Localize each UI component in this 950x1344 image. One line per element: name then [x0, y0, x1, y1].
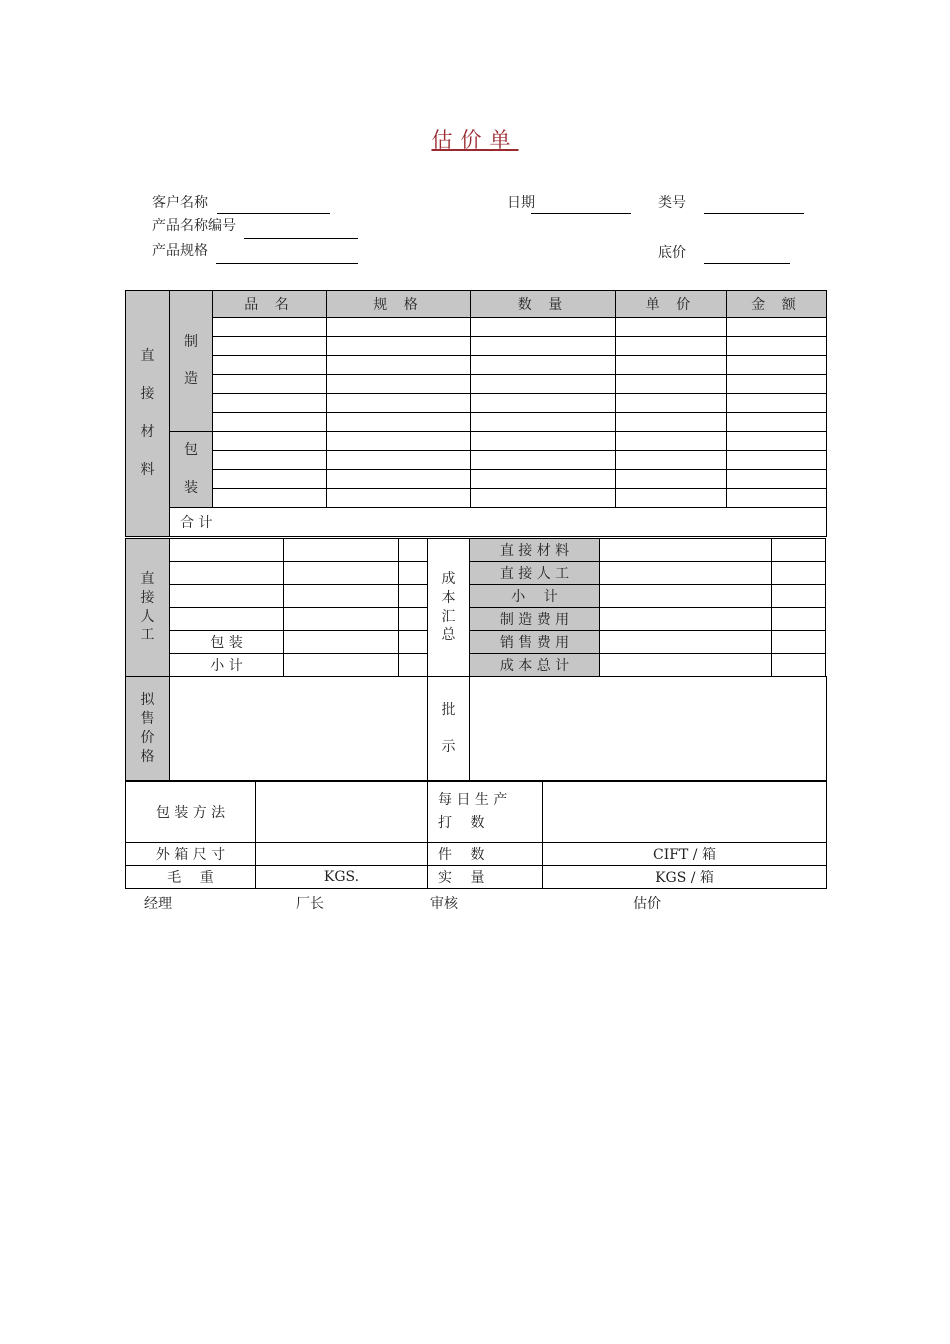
- summary-sales-cost: 销 售 费 用: [470, 631, 600, 654]
- labor-cost-table: [125, 538, 826, 677]
- proposed-price-field[interactable]: [170, 677, 428, 782]
- summary-direct-labor: 直 接 人 工: [470, 562, 600, 585]
- manager-label: 经理: [144, 896, 172, 912]
- materials-table: [125, 290, 827, 537]
- approval-label: 批 示: [428, 677, 470, 782]
- col-header-name: 品 名: [213, 291, 327, 318]
- table-row: [126, 432, 827, 451]
- packaging-method-field[interactable]: [256, 781, 428, 843]
- table-row: [126, 470, 827, 489]
- customer-name-field[interactable]: [217, 213, 330, 214]
- table-row: [126, 394, 827, 413]
- table-row: [126, 375, 827, 394]
- pieces-unit[interactable]: CIFT / 箱: [543, 843, 827, 866]
- cost-summary-label: 成 本 汇 总: [428, 539, 470, 677]
- packaging-method-label: 包 装 方 法: [126, 781, 256, 843]
- factory-director-label: 厂长: [296, 896, 324, 912]
- proposed-price-label: 拟 售 价 格: [126, 677, 170, 782]
- col-header-qty: 数 量: [471, 291, 616, 318]
- net-unit[interactable]: KGS / 箱: [543, 866, 827, 889]
- table-row: [126, 451, 827, 470]
- carton-size-field[interactable]: [256, 843, 428, 866]
- col-header-amount: 金 额: [727, 291, 827, 318]
- packaging-section: 包 装: [170, 432, 213, 508]
- table-row: [126, 337, 827, 356]
- carton-size-label: 外 箱 尺 寸: [126, 843, 256, 866]
- pieces-label: 件 数: [428, 843, 543, 866]
- net-label: 实 量: [428, 866, 543, 889]
- summary-manufacturing-cost: 制 造 费 用: [470, 608, 600, 631]
- customer-name-label: 客户名称: [152, 195, 208, 211]
- estimate-label: 估价: [633, 896, 661, 912]
- base-price-field[interactable]: [704, 263, 790, 264]
- labor-subtotal-label: 小 计: [170, 654, 284, 677]
- product-code-field[interactable]: [244, 238, 358, 239]
- date-field[interactable]: [531, 213, 631, 214]
- approval-field[interactable]: [470, 677, 827, 782]
- summary-subtotal: 小 计: [470, 585, 600, 608]
- table-row: [126, 489, 827, 508]
- direct-labor-label: 直 接 人 工: [126, 539, 170, 677]
- summary-direct-materials: 直 接 材 料: [470, 539, 600, 562]
- gross-weight-unit[interactable]: KGS.: [256, 866, 428, 889]
- manufacture-section: 制 造: [170, 291, 213, 432]
- page-title: 估价单: [431, 128, 519, 152]
- category-field[interactable]: [704, 213, 804, 214]
- col-header-spec: 规 格: [327, 291, 471, 318]
- base-price-label: 底价: [658, 245, 686, 261]
- labor-packaging-label: 包 装: [170, 631, 284, 654]
- price-approval-table: [125, 676, 827, 782]
- table-row: [126, 318, 827, 337]
- packaging-table: [125, 780, 827, 889]
- materials-total-label: 合 计: [170, 508, 827, 537]
- review-label: 审核: [430, 896, 458, 912]
- product-spec-field[interactable]: [216, 263, 358, 264]
- table-row: [126, 356, 827, 375]
- product-code-label: 产品名称编号: [152, 218, 236, 234]
- category-label: 类号: [658, 195, 686, 211]
- col-header-unit-price: 单 价: [616, 291, 727, 318]
- daily-output-field[interactable]: [543, 781, 827, 843]
- daily-output-label: 每 日 生 产 打 数: [428, 781, 543, 843]
- product-spec-label: 产品规格: [152, 243, 208, 259]
- table-row: [126, 413, 827, 432]
- summary-total-cost: 成 本 总 计: [470, 654, 600, 677]
- gross-weight-label: 毛 重: [126, 866, 256, 889]
- direct-materials-label: 直 接 材 料: [126, 291, 170, 537]
- date-label: 日期: [507, 195, 535, 211]
